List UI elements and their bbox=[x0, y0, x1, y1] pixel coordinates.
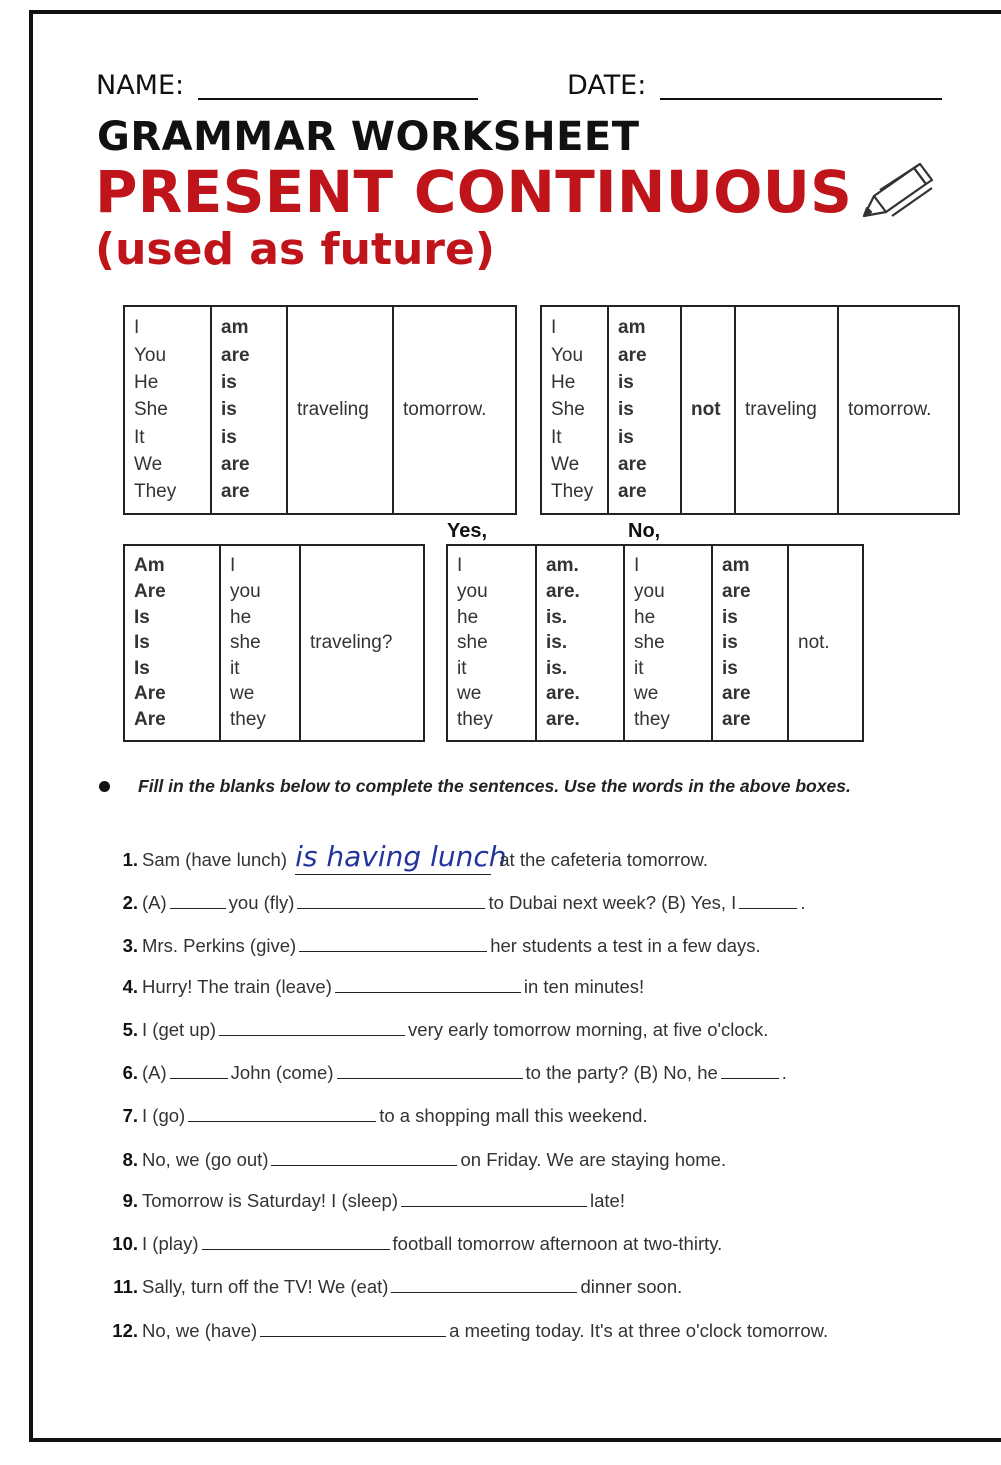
prompt: you (fly) bbox=[228, 892, 295, 913]
answer-blank[interactable] bbox=[260, 1316, 446, 1337]
name-field[interactable] bbox=[198, 98, 478, 100]
answer-blank[interactable] bbox=[299, 931, 487, 952]
affirmative-subjects bbox=[124, 306, 211, 514]
verb: are. bbox=[546, 581, 580, 603]
exercise-5 bbox=[96, 1015, 768, 1043]
verb: am bbox=[618, 317, 646, 339]
question-main-verb: traveling? bbox=[300, 545, 424, 741]
verb: is. bbox=[546, 632, 568, 654]
pencil-icon bbox=[858, 160, 938, 226]
verb: is bbox=[722, 657, 738, 679]
subject: I bbox=[551, 317, 557, 339]
subject: She bbox=[134, 399, 168, 421]
prompt: (A) bbox=[142, 1062, 167, 1083]
answer-blank[interactable] bbox=[391, 1272, 577, 1293]
exercise-1 bbox=[96, 840, 709, 873]
subject: It bbox=[134, 426, 145, 448]
affirmative-time: tomorrow. bbox=[393, 306, 516, 514]
exercise-number: 6. bbox=[122, 1062, 138, 1083]
verb: are bbox=[722, 581, 751, 603]
auxiliary: Is bbox=[134, 657, 150, 679]
answer-blank[interactable] bbox=[271, 1145, 457, 1166]
verb: is bbox=[221, 372, 237, 394]
exercise-2 bbox=[96, 888, 805, 916]
auxiliary: Is bbox=[134, 606, 150, 628]
verb: are bbox=[618, 453, 647, 475]
prompt: to Dubai next week? (B) Yes, I bbox=[488, 892, 737, 913]
no-not: not. bbox=[788, 545, 863, 741]
exercise-number: 1. bbox=[122, 849, 138, 870]
affirmative-table bbox=[123, 305, 517, 515]
subject: we bbox=[634, 683, 659, 705]
exercise-number: 9. bbox=[122, 1190, 138, 1211]
negative-subjects bbox=[541, 306, 608, 514]
subject: we bbox=[457, 683, 482, 705]
affirmative-verbs bbox=[211, 306, 287, 514]
prompt-end: a meeting today. It's at three o'clock tomorrow. bbox=[449, 1320, 829, 1341]
verb: is bbox=[221, 426, 237, 448]
exercise-7 bbox=[96, 1101, 648, 1129]
affirmative-main-verb: traveling bbox=[287, 306, 393, 514]
prompt-end: on Friday. We are staying home. bbox=[460, 1149, 727, 1170]
subject: they bbox=[230, 708, 266, 730]
prompt-end: in ten minutes! bbox=[523, 976, 645, 997]
exercise-3 bbox=[96, 931, 761, 959]
name-label: NAME: bbox=[96, 70, 185, 101]
subject: she bbox=[230, 632, 261, 654]
no-subjects bbox=[624, 545, 712, 741]
verb: are. bbox=[546, 708, 580, 730]
verb: are bbox=[618, 481, 647, 503]
subject: We bbox=[551, 453, 580, 475]
prompt-end: . bbox=[781, 1062, 787, 1083]
prompt-end: at the cafeteria tomorrow. bbox=[499, 849, 709, 870]
bullet-icon bbox=[99, 781, 110, 792]
prompt-end: very early tomorrow morning, at five o'clock. bbox=[408, 1019, 769, 1040]
subject: I bbox=[134, 317, 140, 339]
topic-title: PRESENT CONTINUOUS bbox=[95, 158, 853, 226]
exercise-10 bbox=[96, 1229, 722, 1257]
subject: They bbox=[551, 481, 594, 503]
subject: he bbox=[230, 606, 252, 628]
no-verbs bbox=[712, 545, 788, 741]
negative-not: not bbox=[681, 306, 735, 514]
auxiliary: Are bbox=[134, 683, 166, 705]
subject: We bbox=[134, 453, 163, 475]
exercise-number: 5. bbox=[122, 1019, 138, 1040]
answer-blank[interactable] bbox=[219, 1015, 405, 1036]
instructions: Fill in the blanks below to complete the sentences. Use the words in the above boxes. bbox=[138, 776, 851, 796]
exercise-number: 12. bbox=[112, 1320, 138, 1341]
short-answers-table bbox=[446, 544, 864, 742]
subject: I bbox=[634, 555, 640, 577]
question-subjects bbox=[220, 545, 300, 741]
answer-blank[interactable] bbox=[335, 972, 521, 993]
topic-subtitle: (used as future) bbox=[95, 224, 495, 275]
verb: are bbox=[722, 683, 751, 705]
answer-blank[interactable] bbox=[202, 1229, 390, 1250]
subject: It bbox=[551, 426, 562, 448]
verb: is bbox=[618, 372, 634, 394]
verb: is bbox=[722, 606, 738, 628]
subject: I bbox=[230, 555, 236, 577]
verb: am bbox=[722, 555, 750, 577]
subject: it bbox=[634, 657, 644, 679]
prompt: Hurry! The train (leave) bbox=[142, 976, 332, 997]
prompt-end: to a shopping mall this weekend. bbox=[379, 1105, 648, 1126]
answer-blank[interactable] bbox=[188, 1101, 376, 1122]
subject: they bbox=[634, 708, 670, 730]
exercise-number: 11. bbox=[113, 1276, 138, 1297]
exercise-6 bbox=[96, 1058, 787, 1086]
exercise-number: 2. bbox=[122, 892, 138, 913]
verb: is. bbox=[546, 657, 568, 679]
subject: He bbox=[134, 372, 159, 394]
verb: am bbox=[221, 317, 249, 339]
answer-blank[interactable] bbox=[337, 1058, 523, 1079]
subject: he bbox=[634, 606, 656, 628]
prompt-end: late! bbox=[590, 1190, 625, 1211]
answer-blank[interactable] bbox=[739, 888, 797, 909]
subject: we bbox=[230, 683, 255, 705]
exercise-number: 7. bbox=[122, 1105, 138, 1126]
verb: are bbox=[221, 344, 250, 366]
exercise-4 bbox=[96, 972, 644, 1000]
subject: I bbox=[457, 555, 463, 577]
prompt: Sally, turn off the TV! We (eat) bbox=[142, 1276, 389, 1297]
subject: you bbox=[634, 581, 665, 603]
subject: you bbox=[457, 581, 488, 603]
verb: are bbox=[221, 481, 250, 503]
yes-subjects bbox=[447, 545, 536, 741]
prompt: Mrs. Perkins (give) bbox=[142, 935, 297, 956]
question-table bbox=[123, 544, 425, 742]
prompt: John (come) bbox=[230, 1062, 334, 1083]
exercise-number: 10. bbox=[112, 1233, 138, 1254]
auxiliary: Is bbox=[134, 632, 150, 654]
answer-blank[interactable] bbox=[170, 888, 226, 909]
answer-blank[interactable] bbox=[401, 1186, 587, 1207]
exercise-11 bbox=[96, 1272, 682, 1300]
verb: is bbox=[221, 399, 237, 421]
verb: am. bbox=[546, 555, 579, 577]
subject: they bbox=[457, 708, 493, 730]
verb: are bbox=[722, 708, 751, 730]
verb: are bbox=[221, 453, 250, 475]
answer-blank[interactable] bbox=[721, 1058, 779, 1079]
negative-verbs bbox=[608, 306, 681, 514]
subject: he bbox=[457, 606, 479, 628]
verb: is bbox=[618, 426, 634, 448]
yes-label: Yes, bbox=[447, 520, 488, 542]
prompt: No, we (go out) bbox=[142, 1149, 269, 1170]
negative-table bbox=[540, 305, 960, 515]
question-auxiliaries bbox=[124, 545, 220, 741]
prompt: (A) bbox=[142, 892, 167, 913]
auxiliary: Are bbox=[134, 708, 166, 730]
exercise-number: 4. bbox=[122, 976, 138, 997]
subject: she bbox=[634, 632, 665, 654]
prompt-end: her students a test in a few days. bbox=[490, 935, 761, 956]
yes-verbs bbox=[536, 545, 624, 741]
verb: is bbox=[618, 399, 634, 421]
subject: She bbox=[551, 399, 585, 421]
exercise-number: 8. bbox=[122, 1149, 138, 1170]
date-label: DATE: bbox=[567, 70, 647, 101]
subject: it bbox=[457, 657, 467, 679]
auxiliary: Am bbox=[134, 555, 165, 577]
prompt: I (get up) bbox=[142, 1019, 217, 1040]
subject: They bbox=[134, 481, 177, 503]
prompt: Sam (have lunch) bbox=[142, 849, 287, 870]
prompt-end: . bbox=[800, 892, 806, 913]
answer-blank[interactable] bbox=[297, 888, 485, 909]
prompt: I (go) bbox=[142, 1105, 186, 1126]
exercise-9 bbox=[96, 1186, 625, 1214]
prompt: I (play) bbox=[142, 1233, 199, 1254]
prompt: to the party? (B) No, he bbox=[525, 1062, 718, 1083]
subject: she bbox=[457, 632, 488, 654]
verb: are. bbox=[546, 683, 580, 705]
verb: is bbox=[722, 632, 738, 654]
worksheet-heading: GRAMMAR WORKSHEET bbox=[97, 114, 640, 160]
exercise-number: 3. bbox=[122, 935, 138, 956]
negative-main-verb: traveling bbox=[735, 306, 838, 514]
answer-blank[interactable]: is having lunch bbox=[295, 840, 507, 873]
exercise-12 bbox=[96, 1316, 828, 1344]
subject: You bbox=[551, 344, 584, 366]
subject: it bbox=[230, 657, 240, 679]
date-field[interactable] bbox=[660, 98, 942, 100]
no-label: No, bbox=[628, 520, 661, 542]
prompt: No, we (have) bbox=[142, 1320, 258, 1341]
prompt: Tomorrow is Saturday! I (sleep) bbox=[142, 1190, 399, 1211]
subject: you bbox=[230, 581, 261, 603]
verb: are bbox=[618, 344, 647, 366]
prompt-end: football tomorrow afternoon at two-thirty. bbox=[392, 1233, 723, 1254]
verb: is. bbox=[546, 606, 568, 628]
subject: He bbox=[551, 372, 576, 394]
negative-time: tomorrow. bbox=[838, 306, 959, 514]
answer-blank[interactable] bbox=[170, 1058, 228, 1079]
exercise-8 bbox=[96, 1145, 726, 1173]
subject: You bbox=[134, 344, 167, 366]
auxiliary: Are bbox=[134, 581, 166, 603]
prompt-end: dinner soon. bbox=[580, 1276, 683, 1297]
